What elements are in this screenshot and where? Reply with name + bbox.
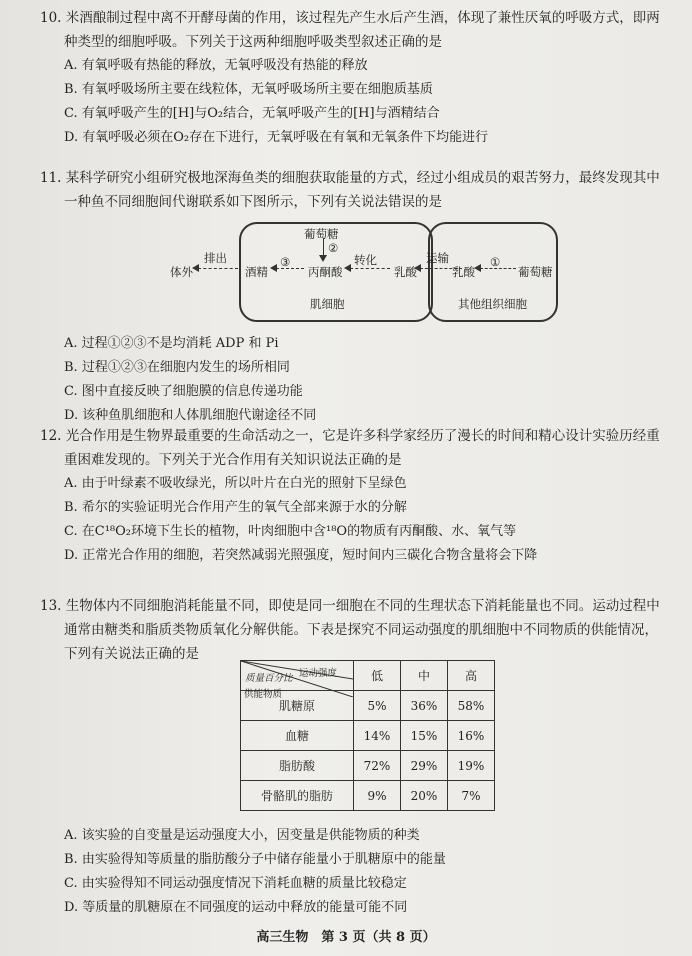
question-13 [40, 594, 660, 915]
corner-mid-label: 质量百分比 [245, 673, 293, 684]
option-a: A. 过程①②③不是均消耗 ADP 和 Pi [64, 336, 279, 351]
corner-top-label: 运动强度 [299, 668, 338, 679]
question-stem: 10. 米酒酿制过程中离不开酵母菌的作用，该过程先产生水后产生酒，体现了兼性厌氧的呼吸方式，即两种类型的细胞呼吸。下列关于这两种细胞呼吸类型叙述正确的是 [40, 10, 660, 50]
table-corner-cell [241, 661, 354, 700]
table-row [241, 751, 495, 781]
column-header: 高 [448, 661, 495, 691]
label-muscle-cell: 肌细胞 [310, 297, 345, 311]
option-a: A. 该实验的自变量是运动强度大小，因变量是供能物质的种类 [64, 828, 420, 843]
table-cell: 14% [354, 721, 401, 751]
label-transport: 运输 [426, 251, 449, 265]
question-12 [40, 424, 660, 568]
label-other-cell: 其他组织细胞 [458, 297, 527, 311]
question-10 [40, 6, 660, 150]
page-footer: 高三生物 第 3 页（共 8 页） [256, 930, 436, 945]
row-label: 脂肪酸 [241, 751, 354, 781]
table-cell: 20% [401, 781, 448, 811]
table-cell: 29% [401, 751, 448, 781]
option-d: D. 该种鱼肌细胞和人体肌细胞代谢途径不同 [64, 408, 317, 423]
energy-supply-table [240, 660, 495, 811]
option-a: A. 有氧呼吸有热能的释放，无氧呼吸没有热能的释放 [64, 58, 368, 73]
table-cell: 36% [401, 691, 448, 721]
option-b: B. 希尔的实验证明光合作用产生的氧气全部来源于水的分解 [64, 500, 407, 515]
row-label: 肌糖原 [241, 691, 354, 721]
label-glucose: 葡萄糖 [304, 227, 339, 241]
option-b: B. 有氧呼吸场所主要在线粒体，无氧呼吸场所主要在细胞质基质 [64, 82, 433, 97]
column-header: 中 [401, 661, 448, 691]
row-label: 血糖 [241, 721, 354, 751]
label-outside: 体外 [170, 265, 193, 279]
label-step3: ③ [280, 255, 291, 269]
table-cell: 5% [354, 691, 401, 721]
table-cell: 7% [448, 781, 495, 811]
option-d: D. 等质量的肌糖原在不同强度的运动中释放的能量可能不同 [64, 900, 408, 915]
label-lactate: 乳酸 [394, 265, 417, 279]
question-11 [40, 166, 660, 428]
option-b: B. 由实验得知等质量的脂肪酸分子中储存能量小于肌糖原中的能量 [64, 852, 446, 867]
table-header-row [241, 661, 495, 691]
question-stem: 13. 生物体内不同细胞消耗能量不同，即使是同一细胞在不同的生理状态下消耗能量也不同。运动过程中通常由糖类和脂质类物质氧化分解供能。下表是探究不同运动强度的肌细胞中不同物质的供能情况，下列有关说法正确的是 [40, 598, 660, 662]
table-cell: 58% [448, 691, 495, 721]
step2-arrow [323, 238, 324, 256]
label-lactate2: 乳酸 [452, 265, 475, 279]
table-cell: 9% [354, 781, 401, 811]
label-alcohol: 酒精 [245, 265, 268, 279]
label-excrete: 排出 [204, 251, 227, 265]
option-c: C. 在C¹⁸O₂环境下生长的植物，叶肉细胞中含¹⁸O的物质有丙酮酸、水、氧气等 [64, 524, 517, 539]
question-stem: 11. 某科学研究小组研究极地深海鱼类的细胞获取能量的方式，经过小组成员的艰苦努力，最终发现其中一种鱼不同细胞间代谢联系如下图所示，下列有关说法错误的是 [40, 170, 660, 210]
option-d: D. 有氧呼吸必须在O₂存在下进行，无氧呼吸在有氧和无氧条件下均能进行 [64, 130, 489, 145]
option-d: D. 正常光合作用的细胞，若突然减弱光照强度，短时间内三碳化合物含量将会下降 [64, 548, 538, 563]
metabolism-diagram [40, 216, 660, 326]
table-row [241, 721, 495, 751]
row-label: 骨骼肌的脂肪 [241, 781, 354, 811]
corner-bottom-label: 供能物质 [244, 689, 283, 700]
option-c: C. 有氧呼吸产生的[H]与O₂结合，无氧呼吸产生的[H]与酒精结合 [64, 106, 440, 121]
question-stem: 12. 光合作用是生物界最重要的生命活动之一，它是许多科学家经历了漫长的时间和精心设计实验历经重重困难发现的。下列关于光合作用有关知识说法正确的是 [40, 428, 660, 468]
table-cell: 19% [448, 751, 495, 781]
label-pyruvate: 丙酮酸 [308, 265, 343, 279]
label-step1: ① [490, 255, 501, 269]
table-cell: 15% [401, 721, 448, 751]
table-row [241, 781, 495, 811]
label-step2: ② [328, 241, 339, 255]
label-convert: 转化 [354, 253, 377, 267]
option-a: A. 由于叶绿素不吸收绿光，所以叶片在白光的照射下呈绿色 [64, 476, 407, 491]
option-b: B. 过程①②③在细胞内发生的场所相同 [64, 360, 290, 375]
option-c: C. 图中直接反映了细胞膜的信息传递功能 [64, 384, 303, 399]
label-glucose2: 葡萄糖 [518, 265, 553, 279]
table-cell: 16% [448, 721, 495, 751]
table-cell: 72% [354, 751, 401, 781]
column-header: 低 [354, 661, 401, 691]
option-c: C. 由实验得知不同运动强度情况下消耗血糖的质量比较稳定 [64, 876, 407, 891]
question-13-options [40, 824, 660, 920]
